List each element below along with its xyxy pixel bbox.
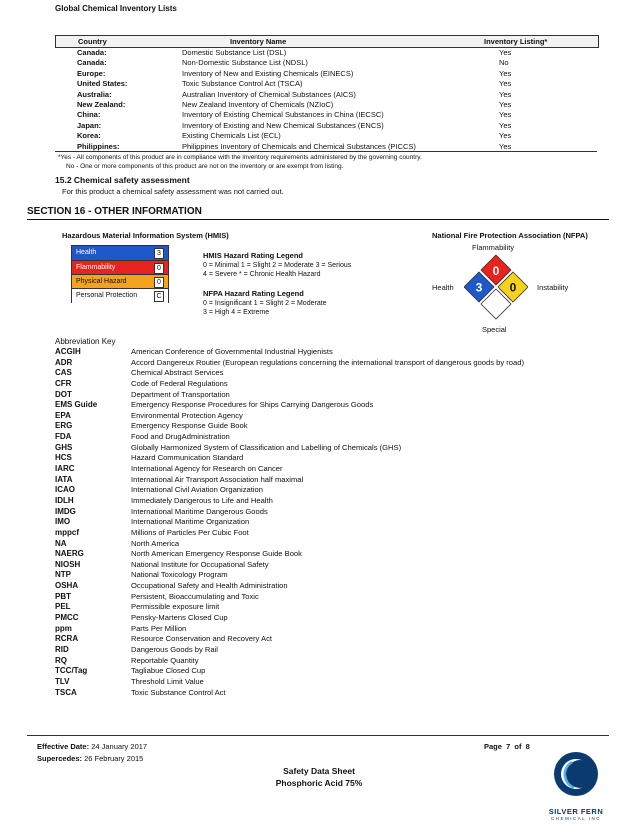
abbreviation: EMS Guide: [55, 400, 98, 410]
abbreviation: NA: [55, 538, 67, 548]
nfpa-legend-line2: 3 = High 4 = Extreme: [203, 309, 270, 316]
cell-country: Philippines:: [77, 141, 120, 151]
table-row: [55, 110, 597, 120]
abbreviation: ACGIH: [55, 347, 81, 356]
hmis-title: Hazardous Material Information System (HMIS): [62, 231, 229, 240]
abbreviation: IMDG: [55, 506, 76, 516]
abbreviation: CFR: [55, 378, 72, 388]
abbreviation-definition: Occupational Safety and Health Administration: [131, 581, 288, 591]
list-item: [55, 539, 615, 550]
list-item: [55, 592, 615, 603]
list-item: [55, 613, 615, 624]
cell-listing: Yes: [499, 120, 512, 130]
abbreviation: RID: [55, 644, 69, 654]
section-16-title: SECTION 16 - OTHER INFORMATION: [27, 206, 202, 217]
abbreviation-definition: National Institute for Occupational Safety: [131, 559, 269, 569]
product-name: Phosphoric Acid 75%: [275, 778, 363, 788]
list-item: [55, 400, 615, 411]
abbreviation-definition: International Civil Aviation Organization: [131, 485, 263, 495]
cell-name: New Zealand Inventory of Chemicals (NZIoC): [182, 99, 334, 109]
abbreviation: NTP: [55, 570, 71, 580]
abbreviation: ICAO: [55, 485, 75, 495]
list-item: [55, 677, 615, 688]
abbreviation-definition: International Maritime Dangerous Goods: [131, 506, 268, 516]
nfpa-health-value: 3: [475, 280, 483, 295]
cell-name: Non-Domestic Substance List (NDSL): [182, 58, 308, 68]
nfpa-title: National Fire Protection Association (NFPA): [432, 231, 588, 240]
cell-name: Existing Chemicals List (ECL): [182, 131, 281, 141]
hmis-row: [72, 260, 168, 275]
logo-text: SILVER FERN: [548, 807, 604, 816]
hmis-legend-line1: 0 = Minimal 1 = Slight 2 = Moderate 3 = Serious: [203, 261, 352, 269]
abbreviation: IARC: [55, 464, 75, 474]
hmis-row-value: C: [154, 291, 164, 302]
cell-name: Toxic Substance Control Act (TSCA): [182, 79, 303, 89]
abbreviation-definition: Millions of Particles Per Cubic Foot: [131, 527, 249, 537]
list-item: [55, 443, 615, 454]
cell-country: New Zealand:: [77, 99, 126, 109]
list-item: [55, 368, 615, 379]
nfpa-flammability-label: Flammability: [472, 243, 515, 252]
list-item: [55, 496, 615, 507]
abbreviation: IMO: [55, 517, 71, 527]
abbreviation: NAERG: [55, 549, 84, 559]
cell-country: Korea:: [77, 131, 101, 141]
abbreviation-definition: Permissible exposure limit: [131, 602, 220, 612]
list-item: [55, 528, 615, 539]
list-item: [55, 517, 615, 528]
nfpa-legend-title: NFPA Hazard Rating Legend: [203, 289, 304, 298]
cell-country: Japan:: [77, 120, 102, 130]
hmis-row-label: Health: [76, 249, 97, 256]
abbreviation-definition: Environmental Protection Agency: [131, 410, 243, 420]
abbreviation-definition: Dangerous Goods by Rail: [131, 644, 218, 654]
silver-fern-logo: [540, 750, 612, 820]
abbreviation-list: [55, 347, 615, 698]
cell-country: Canada:: [77, 58, 107, 68]
cell-listing: Yes: [499, 99, 512, 109]
nfpa-flammability-value: 0: [492, 264, 500, 278]
doc-title: Safety Data Sheet: [283, 766, 355, 776]
list-item: [55, 453, 615, 464]
abbreviation: EPA: [55, 410, 71, 420]
section-16-rule: [27, 219, 609, 220]
abbreviation-definition: International Air Transport Association half maximal: [131, 474, 304, 484]
abbreviation-definition: Reportable Quantity: [131, 655, 199, 665]
abbreviation: NIOSH: [55, 559, 81, 569]
abbreviation-key-title: Abbreviation Key: [55, 337, 116, 346]
abbreviation: PBT: [55, 591, 71, 601]
list-item: [55, 485, 615, 496]
inventory-table-header: [55, 35, 599, 48]
list-item: [55, 507, 615, 518]
list-item: [55, 347, 615, 358]
abbreviation-definition: Accord Dangereux Routier (European regulations concerning the international transport of dangerous goods by road): [131, 357, 525, 367]
abbreviation: CAS: [55, 368, 72, 378]
list-item: [55, 390, 615, 401]
cell-listing: Yes: [499, 141, 512, 151]
table-row: [55, 121, 597, 131]
abbreviation-definition: Immediately Dangerous to Life and Health: [131, 495, 273, 505]
nfpa-instability-label: Instability: [537, 283, 569, 292]
abbreviation: mppcf: [55, 527, 79, 537]
list-item: [55, 634, 615, 645]
table-row: [55, 69, 597, 79]
abbreviation-definition: Tagliabue Closed Cup: [131, 666, 206, 676]
nfpa-special-label: Special: [482, 325, 507, 334]
table-row: [55, 58, 597, 68]
abbreviation-definition: Persistent, Bioaccumulating and Toxic: [131, 591, 259, 601]
supercedes-date: [37, 754, 143, 763]
cell-listing: No: [499, 58, 509, 68]
nfpa-legend-line1: 0 = Insignificant 1 = Slight 2 = Moderate: [203, 299, 327, 307]
abbreviation-definition: Department of Transportation: [131, 389, 230, 399]
inventory-note-no: No - One or more components of this product are not on the inventory or are exempt from listing.: [66, 163, 344, 170]
abbreviation: RQ: [55, 655, 67, 665]
hmis-legend-title: HMIS Hazard Rating Legend: [203, 251, 304, 260]
header-country: Country: [78, 37, 107, 46]
nfpa-legend: [203, 289, 327, 318]
cell-country: China:: [77, 110, 101, 120]
abbreviation: HCS: [55, 453, 72, 463]
list-item: [55, 464, 615, 475]
abbreviation: ADR: [55, 357, 73, 367]
abbreviation-definition: Resource Conservation and Recovery Act: [131, 634, 272, 644]
list-item: [55, 560, 615, 571]
abbreviation: DOT: [55, 389, 72, 399]
abbreviation: TSCA: [55, 687, 77, 697]
abbreviation: ERG: [55, 421, 73, 431]
header-inventory-name: Inventory Name: [230, 37, 287, 46]
logo-circle-icon: [540, 750, 612, 802]
hmis-row-value: 0: [154, 277, 164, 288]
list-item: [55, 656, 615, 667]
abbreviation-definition: Pensky-Martens Closed Cup: [131, 613, 228, 623]
abbreviation-definition: International Agency for Research on Cancer: [131, 464, 283, 474]
abbreviation-definition: Hazard Communication Standard: [131, 453, 244, 463]
cell-country: Australia:: [77, 89, 112, 99]
list-item: [55, 379, 615, 390]
hmis-legend: [203, 251, 351, 280]
abbreviation: GHS: [55, 442, 73, 452]
section-15-2-text: For this product a chemical safety assessment was not carried out.: [62, 187, 284, 196]
list-item: [55, 570, 615, 581]
list-item: [55, 666, 615, 677]
cell-name: Domestic Substance List (DSL): [182, 48, 287, 57]
abbreviation-definition: Toxic Substance Control Act: [131, 687, 226, 697]
logo-subtext: CHEMICAL INC: [550, 816, 602, 821]
effective-date-value: 24 January 2017: [91, 742, 148, 751]
abbreviation-definition: American Conference of Governmental Industrial Hygienists: [131, 347, 333, 356]
abbreviation-definition: North America: [131, 538, 180, 548]
abbreviation-definition: Code of Federal Regulations: [131, 378, 228, 388]
abbreviation: PEL: [55, 602, 71, 612]
abbreviation: PMCC: [55, 613, 79, 623]
abbreviation-definition: National Toxicology Program: [131, 570, 228, 580]
abbreviation-definition: Emergency Response Procedures for Ships Carrying Dangerous Goods: [131, 400, 374, 410]
hmis-row-label: Personal Protection: [76, 292, 138, 299]
abbreviation: IDLH: [55, 495, 74, 505]
list-item: [55, 411, 615, 422]
table-row: [55, 131, 597, 141]
cell-listing: Yes: [499, 48, 512, 57]
effective-date: [37, 742, 147, 751]
section-15-2-heading: 15.2 Chemical safety assessment: [55, 175, 190, 185]
cell-name: Australian Inventory of Chemical Substances (AICS): [182, 89, 356, 99]
list-item: [55, 358, 615, 369]
cell-listing: Yes: [499, 110, 512, 120]
hmis-row-label: Flammability: [76, 264, 116, 271]
table-bottom-rule: [55, 151, 597, 152]
inventory-title: Global Chemical Inventory Lists: [55, 4, 177, 13]
abbreviation-definition: Parts Per Million: [131, 623, 187, 633]
abbreviation-definition: Emergency Response Guide Book: [131, 421, 248, 431]
cell-country: United States:: [77, 79, 128, 89]
header-inventory-listing: Inventory Listing*: [484, 37, 548, 46]
cell-country: Europe:: [77, 68, 106, 78]
abbreviation-definition: Threshold Limit Value: [131, 676, 204, 686]
abbreviation: TLV: [55, 676, 70, 686]
list-item: [55, 624, 615, 635]
nfpa-instability-value: 0: [509, 280, 517, 295]
abbreviation: FDA: [55, 432, 72, 442]
list-item: [55, 475, 615, 486]
hmis-row: [72, 274, 168, 289]
table-row: [55, 48, 597, 58]
cell-listing: Yes: [499, 131, 512, 141]
cell-listing: Yes: [499, 89, 512, 99]
abbreviation: IATA: [55, 474, 73, 484]
list-item: [55, 688, 615, 699]
abbreviation: RCRA: [55, 634, 79, 644]
abbreviation-definition: Food and DrugAdministration: [131, 432, 230, 442]
footer-rule: [27, 735, 609, 736]
cell-listing: Yes: [499, 79, 512, 89]
abbreviation-definition: Chemical Abstract Services: [131, 368, 224, 378]
cell-listing: Yes: [499, 68, 512, 78]
list-item: [55, 581, 615, 592]
cell-name: Inventory of Existing and New Chemical Substances (ENCS): [182, 120, 384, 130]
hmis-row: [72, 246, 168, 260]
cell-name: Inventory of New and Existing Chemicals (EINECS): [182, 68, 354, 78]
table-row: [55, 100, 597, 110]
supercedes-value: 26 February 2015: [84, 754, 144, 763]
abbreviation: OSHA: [55, 581, 79, 591]
cell-name: Philippines Inventory of Chemicals and Chemical Substances (PICCS): [182, 141, 416, 151]
hmis-row-value: 0: [154, 263, 164, 274]
abbreviation-definition: Globally Harmonized System of Classification and Labelling of Chemicals (GHS): [131, 442, 402, 452]
abbreviation: TCC/Tag: [55, 666, 88, 676]
cell-name: Inventory of Existing Chemical Substances in China (IECSC): [182, 110, 384, 120]
hmis-label: [71, 245, 169, 303]
hmis-row-label: Physical Hazard: [76, 278, 127, 285]
cell-country: Canada:: [77, 48, 107, 57]
abbreviation-definition: North American Emergency Response Guide Book: [131, 549, 302, 559]
list-item: [55, 645, 615, 656]
supercedes-label: Supercedes:: [37, 754, 83, 763]
inventory-note-yes: *Yes - All components of this product are in compliance with the inventory requirements administered by the governing country.: [58, 154, 422, 161]
nfpa-health-label: Health: [432, 283, 454, 292]
list-item: [55, 432, 615, 443]
hmis-legend-line2: 4 = Severe * = Chronic Health Hazard: [203, 271, 321, 278]
effective-date-label: Effective Date:: [37, 742, 90, 751]
abbreviation: ppm: [55, 623, 72, 633]
list-item: [55, 549, 615, 560]
table-row: [55, 79, 597, 89]
hmis-row: [72, 288, 168, 303]
table-row: [55, 90, 597, 100]
list-item: [55, 602, 615, 613]
list-item: [55, 421, 615, 432]
hmis-row-value: 3: [154, 248, 164, 259]
inventory-table-body: [55, 48, 597, 152]
page-number: Page 7 of 8: [484, 742, 530, 751]
abbreviation-definition: International Maritime Organization: [131, 517, 250, 527]
nfpa-diamond: [464, 252, 528, 322]
